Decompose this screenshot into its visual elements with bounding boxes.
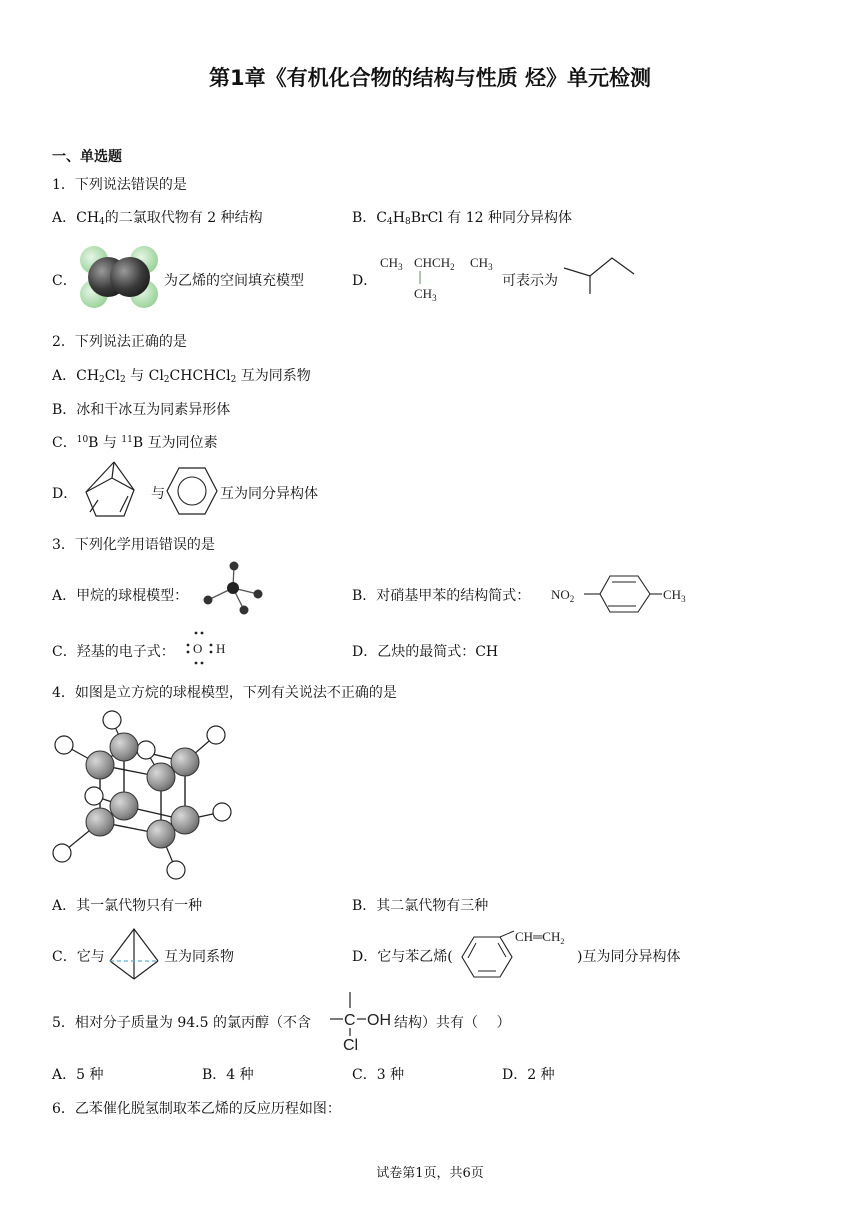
methyl-group-label: $CH_3$ <box>663 587 686 604</box>
question-3-stem: 3．下列化学用语错误的是 <box>52 537 215 553</box>
q1-d-skeletal-formula <box>562 254 638 296</box>
question-5-stem-post: 结构）共有（ ） <box>394 1015 511 1031</box>
question-6-stem: 6．乙苯催化脱氢制取苯乙烯的反应历程如图： <box>52 1101 341 1117</box>
q3-option-c[interactable]: C．羟基的电子式： <box>52 644 175 660</box>
styrene-structure <box>460 927 580 979</box>
q2-option-d-label[interactable]: D． <box>52 486 78 502</box>
norbornadiene-structure <box>76 460 146 522</box>
q5-option-c[interactable]: C．3 种 <box>352 1067 405 1083</box>
triangular-prism-structure <box>106 925 164 983</box>
q1-a-text1: A．CH <box>52 210 100 226</box>
question-2-stem: 2．下列说法正确的是 <box>52 334 187 350</box>
q3-option-d[interactable]: D．乙炔的最简式：CH <box>352 644 499 660</box>
q3-option-b[interactable]: B．对硝基甲苯的结构简式： <box>352 588 531 604</box>
q5-option-b[interactable]: B．4 种 <box>202 1067 254 1083</box>
q1-d-ch3-branch: $CH_3$ <box>414 286 437 303</box>
question-1-stem: 1．下列说法错误的是 <box>52 177 187 193</box>
q1-d-condensed-formula <box>378 250 508 304</box>
q1-option-c-text: 为乙烯的空间填充模型 <box>164 273 304 289</box>
oxygen-atom: O <box>193 641 203 656</box>
carbon-atom: C <box>344 1012 356 1029</box>
q4-option-d-text: )互为同分异构体 <box>577 949 681 965</box>
q1-a-sub: 4 <box>99 217 105 227</box>
q1-b-sub2: 8 <box>404 217 411 227</box>
vinyl-group-label: $CH═CH_2$ <box>515 929 565 946</box>
page-footer: 试卷第1页，共6页 <box>376 1166 484 1181</box>
q1-a-text2: 的二氯取代物有 2 种结构 <box>104 210 263 226</box>
q5-option-d[interactable]: D．2 种 <box>502 1067 555 1083</box>
q1-b-text3: BrCl 有 12 种同分异构体 <box>410 210 573 226</box>
benzene-ring <box>166 466 218 516</box>
q4-option-c-label[interactable]: C．它与 <box>52 949 105 965</box>
q2-option-b[interactable]: B．冰和干冰互为同素异形体 <box>52 402 231 418</box>
hydroxyl-label: OH <box>367 1012 391 1029</box>
methane-ball-stick-model <box>200 560 266 616</box>
q4-option-a[interactable]: A．其一氯代物只有一种 <box>52 898 203 914</box>
q1-b-text2: H <box>392 210 405 226</box>
chlorine-label: Cl <box>343 1037 359 1054</box>
q2-option-a[interactable]: A．$CH_2Cl_2$ 与 $Cl_2CHCHCl_2$ 互为同系物 <box>52 368 311 385</box>
question-5-stem-pre: 5．相对分子质量为 94.5 的氯丙醇（不含 <box>52 1015 311 1031</box>
q1-option-c-label[interactable]: C． <box>52 273 77 289</box>
q4-option-d-label[interactable]: D．它与苯乙烯( <box>352 949 453 965</box>
hydrogen-atom: H <box>216 641 226 656</box>
q1-option-b[interactable] <box>352 207 572 227</box>
q3-option-a[interactable]: A．甲烷的球棍模型： <box>52 588 189 604</box>
q1-d-chch2: $CHCH_2$ <box>414 255 455 272</box>
q4-option-b[interactable]: B．其二氯代物有三种 <box>352 898 489 914</box>
nitro-group-label: $NO_2$ <box>551 587 575 604</box>
q2-option-c[interactable]: C．$^{10}$B 与 $^{11}$B 互为同位素 <box>52 435 218 451</box>
page-title: 第1章《有机化合物的结构与性质 烃》单元检测 <box>209 66 651 90</box>
ethylene-space-filling-model <box>74 244 164 310</box>
q1-d-ch3-b: $CH_3$ <box>470 255 493 272</box>
q2-option-d-text: 互为同分异构体 <box>220 486 318 502</box>
section-header: 一、单选题 <box>52 149 122 165</box>
question-4-stem: 4．如图是立方烷的球棍模型，下列有关说法不正确的是 <box>52 685 397 701</box>
q1-d-ch3-a: $CH_3$ <box>380 255 403 272</box>
q1-option-a[interactable] <box>52 207 263 227</box>
q2-option-d-mid: 与 <box>151 486 165 502</box>
q5-option-a[interactable]: A．5 种 <box>52 1067 104 1083</box>
cubane-ball-stick-model <box>48 708 238 884</box>
hydroxyl-electron-dot <box>184 630 232 666</box>
q1-option-d-text: 可表示为 <box>502 273 558 289</box>
q1-b-sub1: 4 <box>387 217 393 227</box>
q1-option-d-label[interactable]: D． <box>352 273 378 289</box>
q1-b-text1: B．C <box>352 210 387 226</box>
q4-option-c-text: 互为同系物 <box>164 949 234 965</box>
chlorohydrin-structure-fragment <box>310 990 396 1052</box>
p-nitrotoluene-structure <box>550 572 700 616</box>
